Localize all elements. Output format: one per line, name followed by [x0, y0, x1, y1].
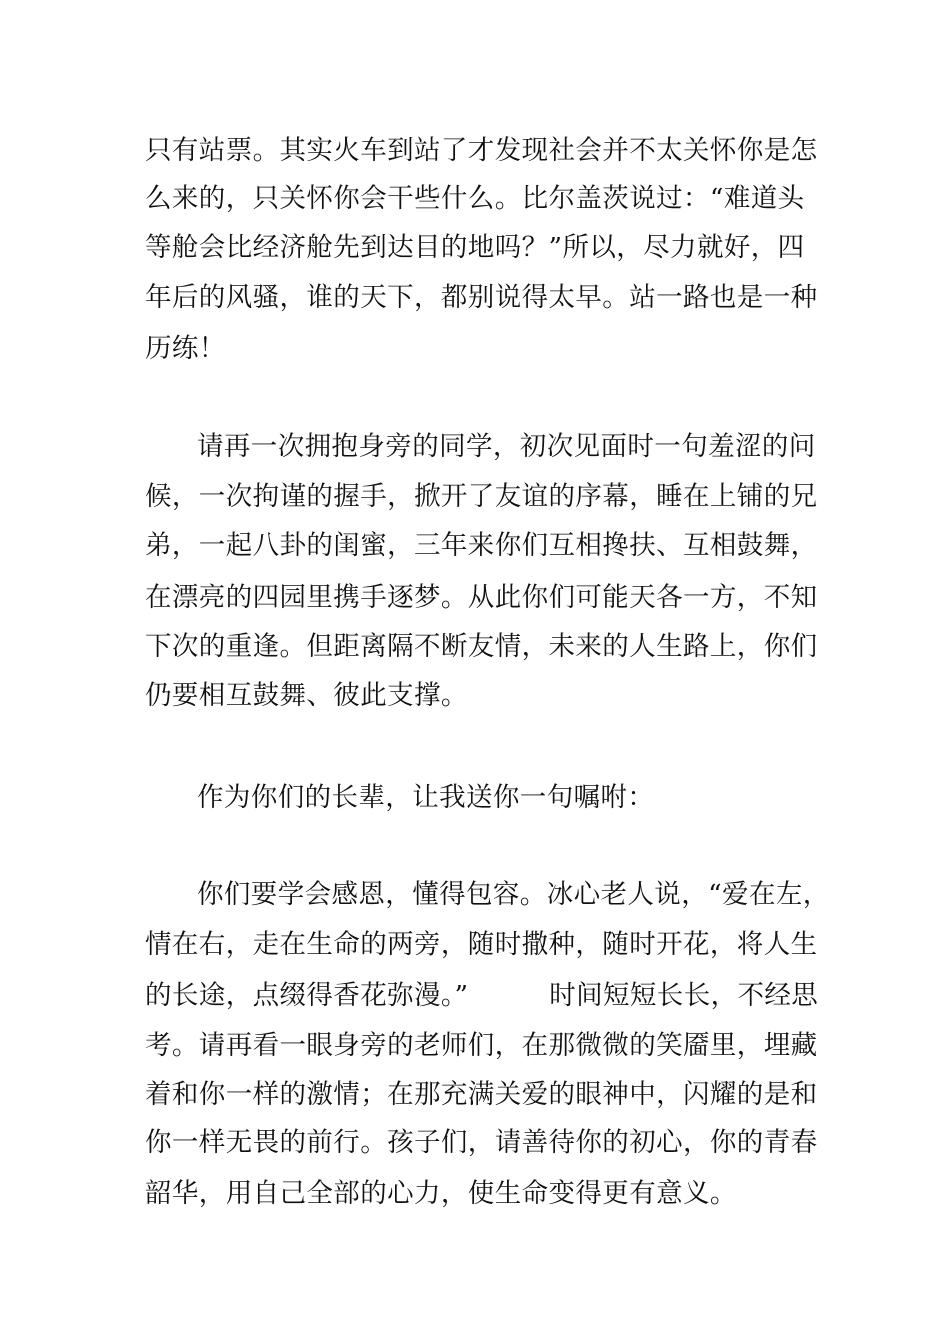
text-line: 仍要相互鼓舞、彼此支撑。: [145, 680, 468, 711]
text-line: 考。请再看一眼身旁的老师们，在那微微的笑靥里，埋藏: [145, 1030, 818, 1061]
text-line: 的长途，点缀得香花弥漫。” 时间短短长长，不经思: [145, 980, 819, 1011]
text-line: 情在右，走在生命的两旁，随时撒种，随时开花，将人生: [145, 929, 818, 960]
text-line: 着和你一样的激情；在那充满关爱的眼神中，闪耀的是和: [145, 1079, 818, 1110]
text-line: 作为你们的长辈，让我送你一句嘱咐：: [197, 782, 655, 813]
text-line: 历练！: [145, 333, 226, 364]
text-line: 么来的，只关怀你会干些什么。比尔盖茨说过：“难道头: [145, 183, 805, 214]
text-line: 请再一次拥抱身旁的同学，初次见面时一句羞涩的问: [197, 431, 816, 462]
text-line: 你一样无畏的前行。孩子们，请善待你的初心，你的青春: [145, 1127, 818, 1158]
text-line: 等舱会比经济舱先到达目的地吗？”所以，尽力就好，四: [145, 232, 805, 263]
text-line: 在漂亮的四园里携手逐梦。从此你们可能天各一方，不知: [145, 582, 818, 613]
text-line: 你们要学会感恩，懂得包容。冰心老人说，“爱在左，: [197, 879, 830, 910]
text-line: 年后的风骚，谁的天下，都别说得太早。站一路也是一种: [145, 282, 818, 313]
text-line: 只有站票。其实火车到站了才发现社会并不太关怀你是怎: [145, 135, 818, 166]
text-line: 弟，一起八卦的闺蜜，三年来你们互相搀扶、互相鼓舞，: [145, 530, 818, 561]
text-line: 候，一次拘谨的握手，掀开了友谊的序幕，睡在上铺的兄: [145, 481, 818, 512]
text-line: 下次的重逢。但距离隔不断友情，未来的人生路上，你们: [145, 631, 818, 662]
text-line: 韶华，用自己全部的心力，使生命变得更有意义。: [145, 1178, 737, 1209]
